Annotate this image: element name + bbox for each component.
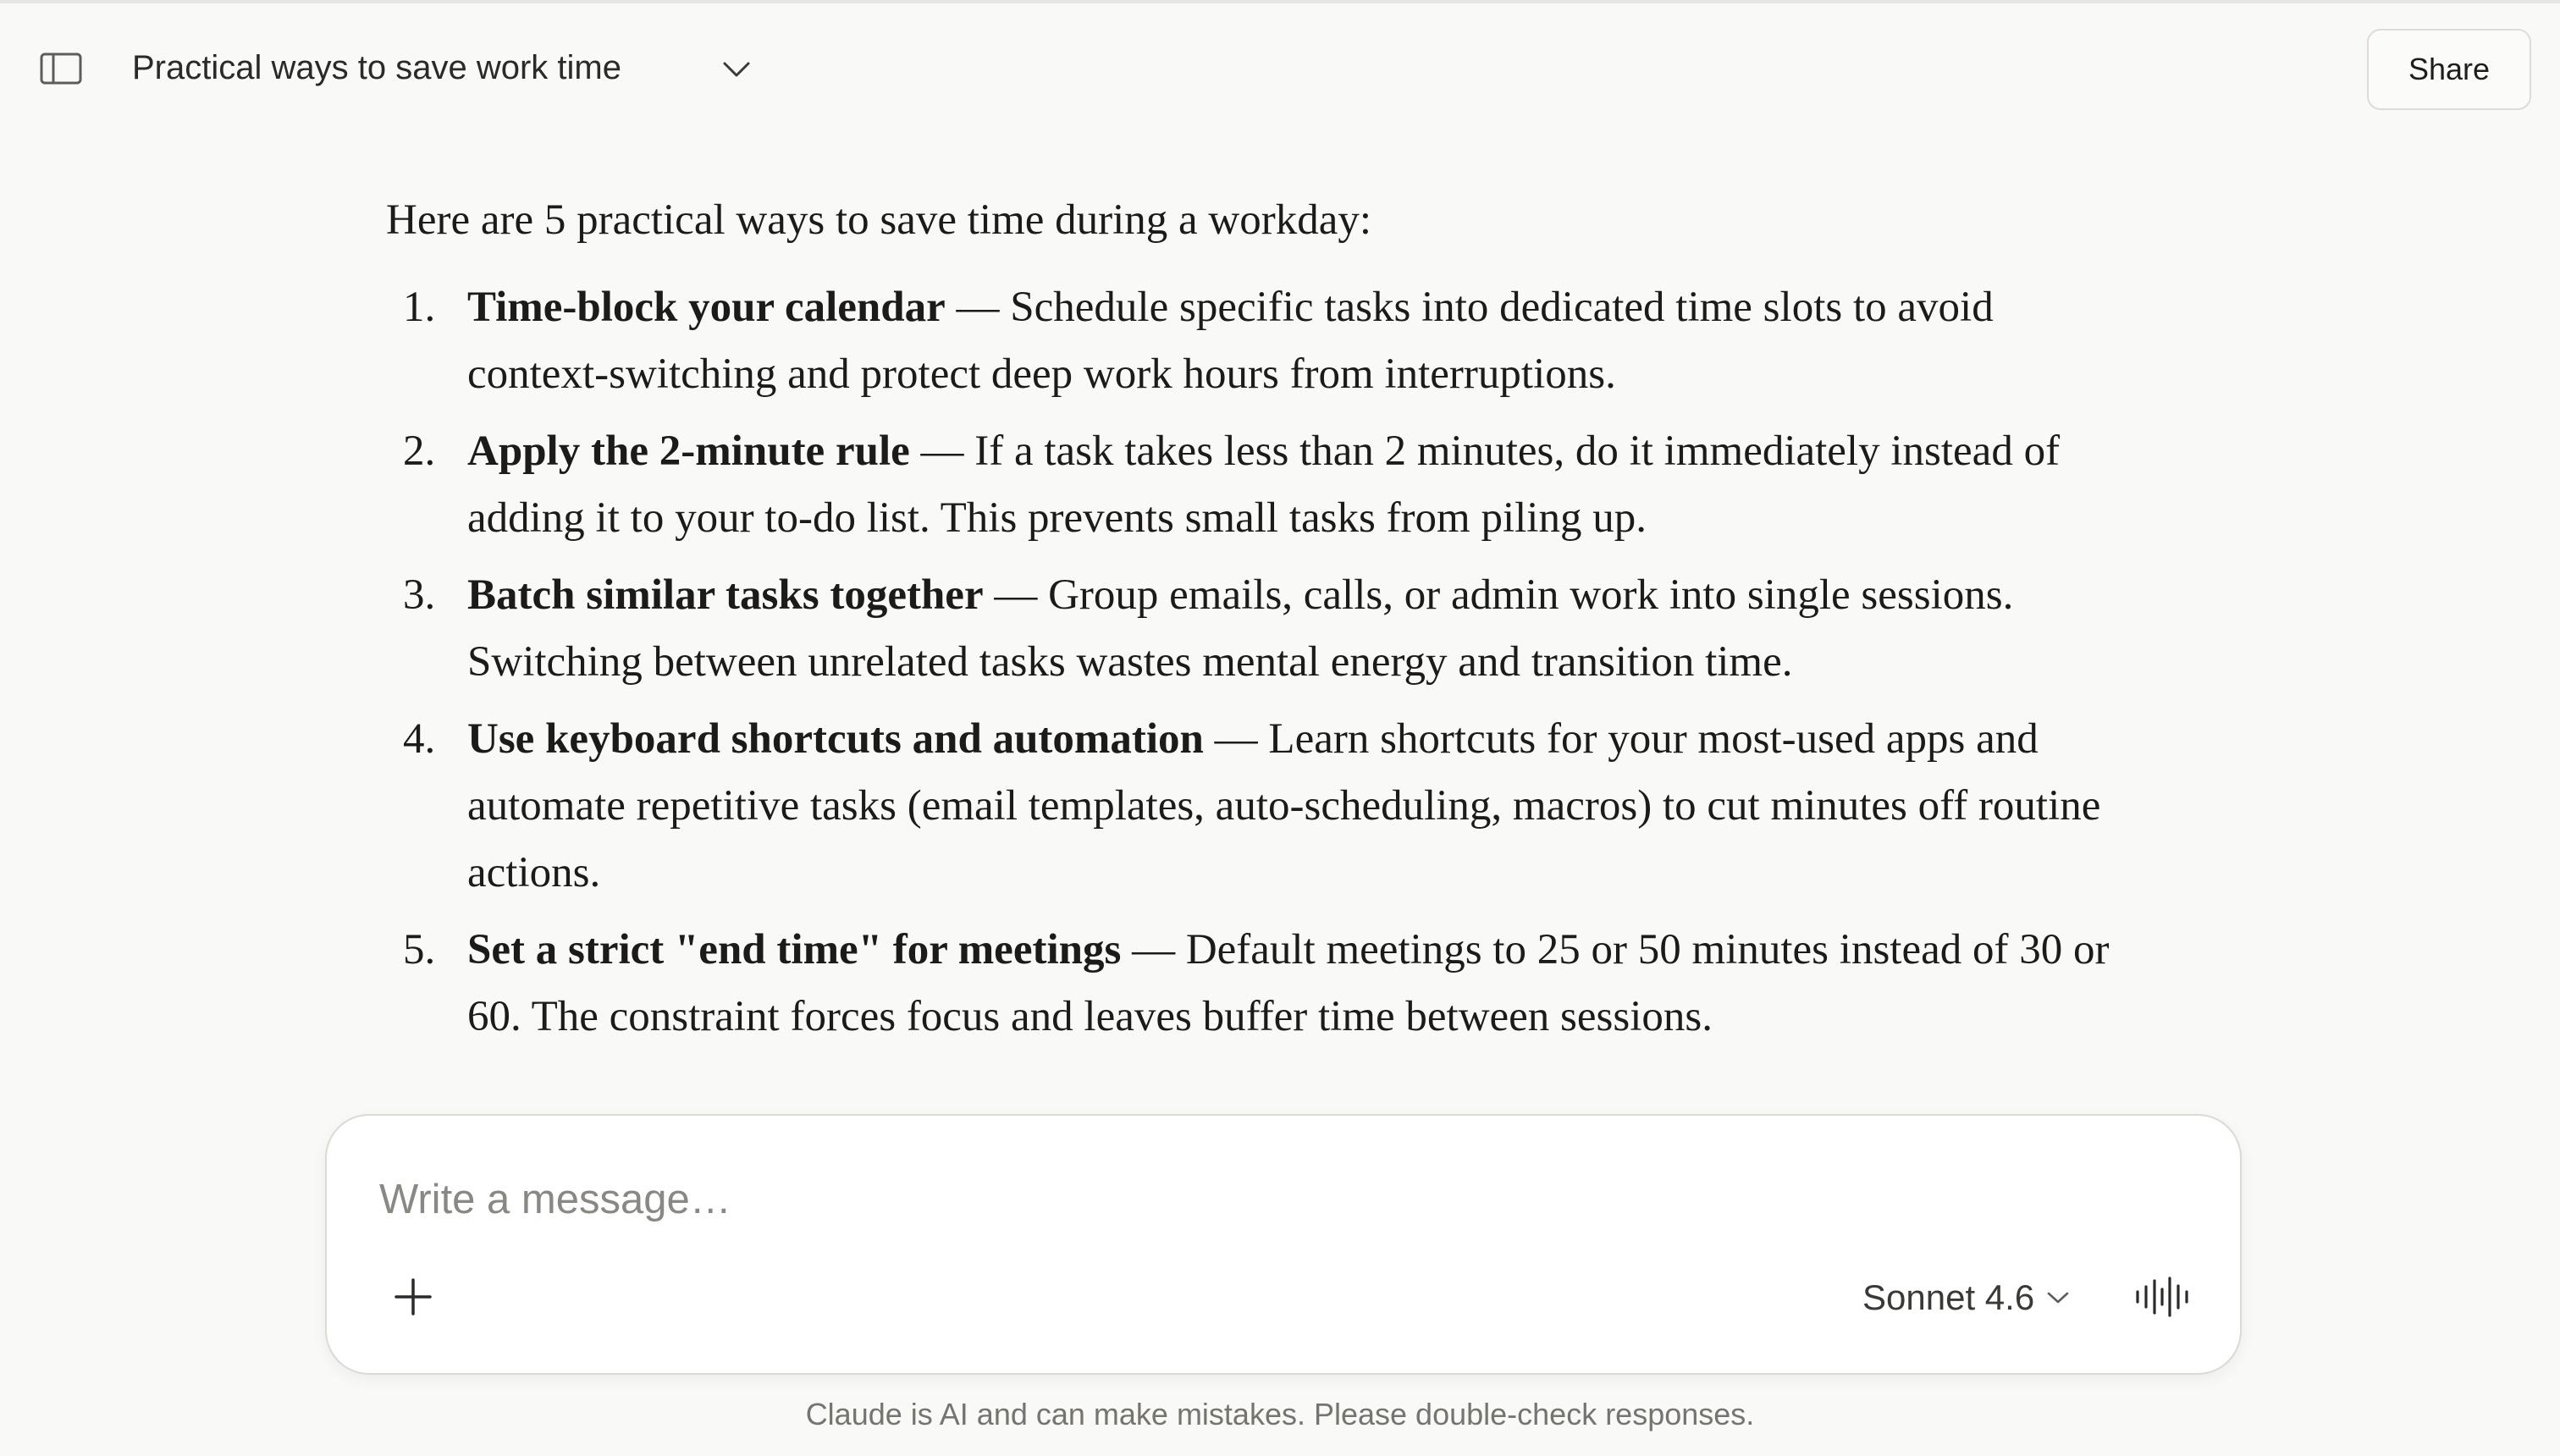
top-bar (0, 0, 2560, 132)
list-item-title: Use keyboard shortcuts and automation (467, 715, 1204, 763)
list-item-number: 1. (403, 284, 436, 331)
chevron-down-icon (722, 60, 751, 79)
list-item-number: 3. (403, 571, 436, 619)
list-item-title: Batch similar tasks together (467, 571, 984, 619)
voice-waveform-icon (2134, 1276, 2190, 1318)
title-menu-button[interactable] (718, 52, 755, 86)
list-item-title: Time-block your calendar (467, 284, 946, 331)
list-item-title: Apply the 2-minute rule (467, 427, 910, 475)
list-item-number: 5. (403, 926, 436, 973)
list-item (386, 274, 2130, 408)
tips-list (386, 274, 2130, 1051)
chevron-down-icon (2046, 1290, 2070, 1305)
list-item-title: Set a strict "end time" for meetings (467, 926, 1122, 973)
list-item-text: — Default meetings to 25 or 50 minutes instead of 30 or 60. The constraint forces focus and leaves buffer time between sessions. (467, 926, 2110, 1040)
message-input[interactable] (379, 1170, 2157, 1229)
list-item (386, 562, 2130, 696)
list-item (386, 706, 2130, 907)
add-attachment-button[interactable] (383, 1266, 444, 1327)
sidebar-toggle-button[interactable] (37, 51, 85, 86)
chat-title[interactable]: Practical ways to save work time (132, 49, 621, 86)
message-composer (325, 1114, 2242, 1375)
list-item-number: 2. (403, 427, 436, 475)
list-item-text: — Learn shortcuts for your most-used apps and automate repetitive tasks (email templates, auto-scheduling, macros) to cut minutes off routine actions. (467, 715, 2101, 896)
list-item (386, 418, 2130, 552)
voice-mode-button[interactable] (2130, 1266, 2194, 1327)
plus-icon (393, 1277, 433, 1317)
list-item-text: — Group emails, calls, or admin work into single sessions. Switching between unrelated tasks wastes mental energy and transition time. (467, 571, 2014, 686)
list-item-number: 4. (403, 715, 436, 763)
list-item (386, 917, 2130, 1051)
disclaimer-text: Claude is AI and can make mistakes. Please double-check responses. (805, 1397, 1755, 1431)
sidebar-toggle-icon (40, 52, 82, 85)
share-button[interactable]: Share (2367, 29, 2531, 110)
message-intro: Here are 5 practical ways to save time during a workday: (386, 196, 1372, 244)
list-item-text: — Schedule specific tasks into dedicated time slots to avoid context-switching and protect deep work hours from interruptions. (467, 284, 1994, 398)
assistant-message (386, 186, 2130, 1061)
list-item-text: — If a task takes less than 2 minutes, do it immediately instead of adding it to your to-do list. This prevents small tasks from piling up. (467, 427, 2061, 542)
model-selector[interactable] (1862, 1268, 2070, 1327)
model-label: Sonnet 4.6 (1862, 1277, 2035, 1317)
